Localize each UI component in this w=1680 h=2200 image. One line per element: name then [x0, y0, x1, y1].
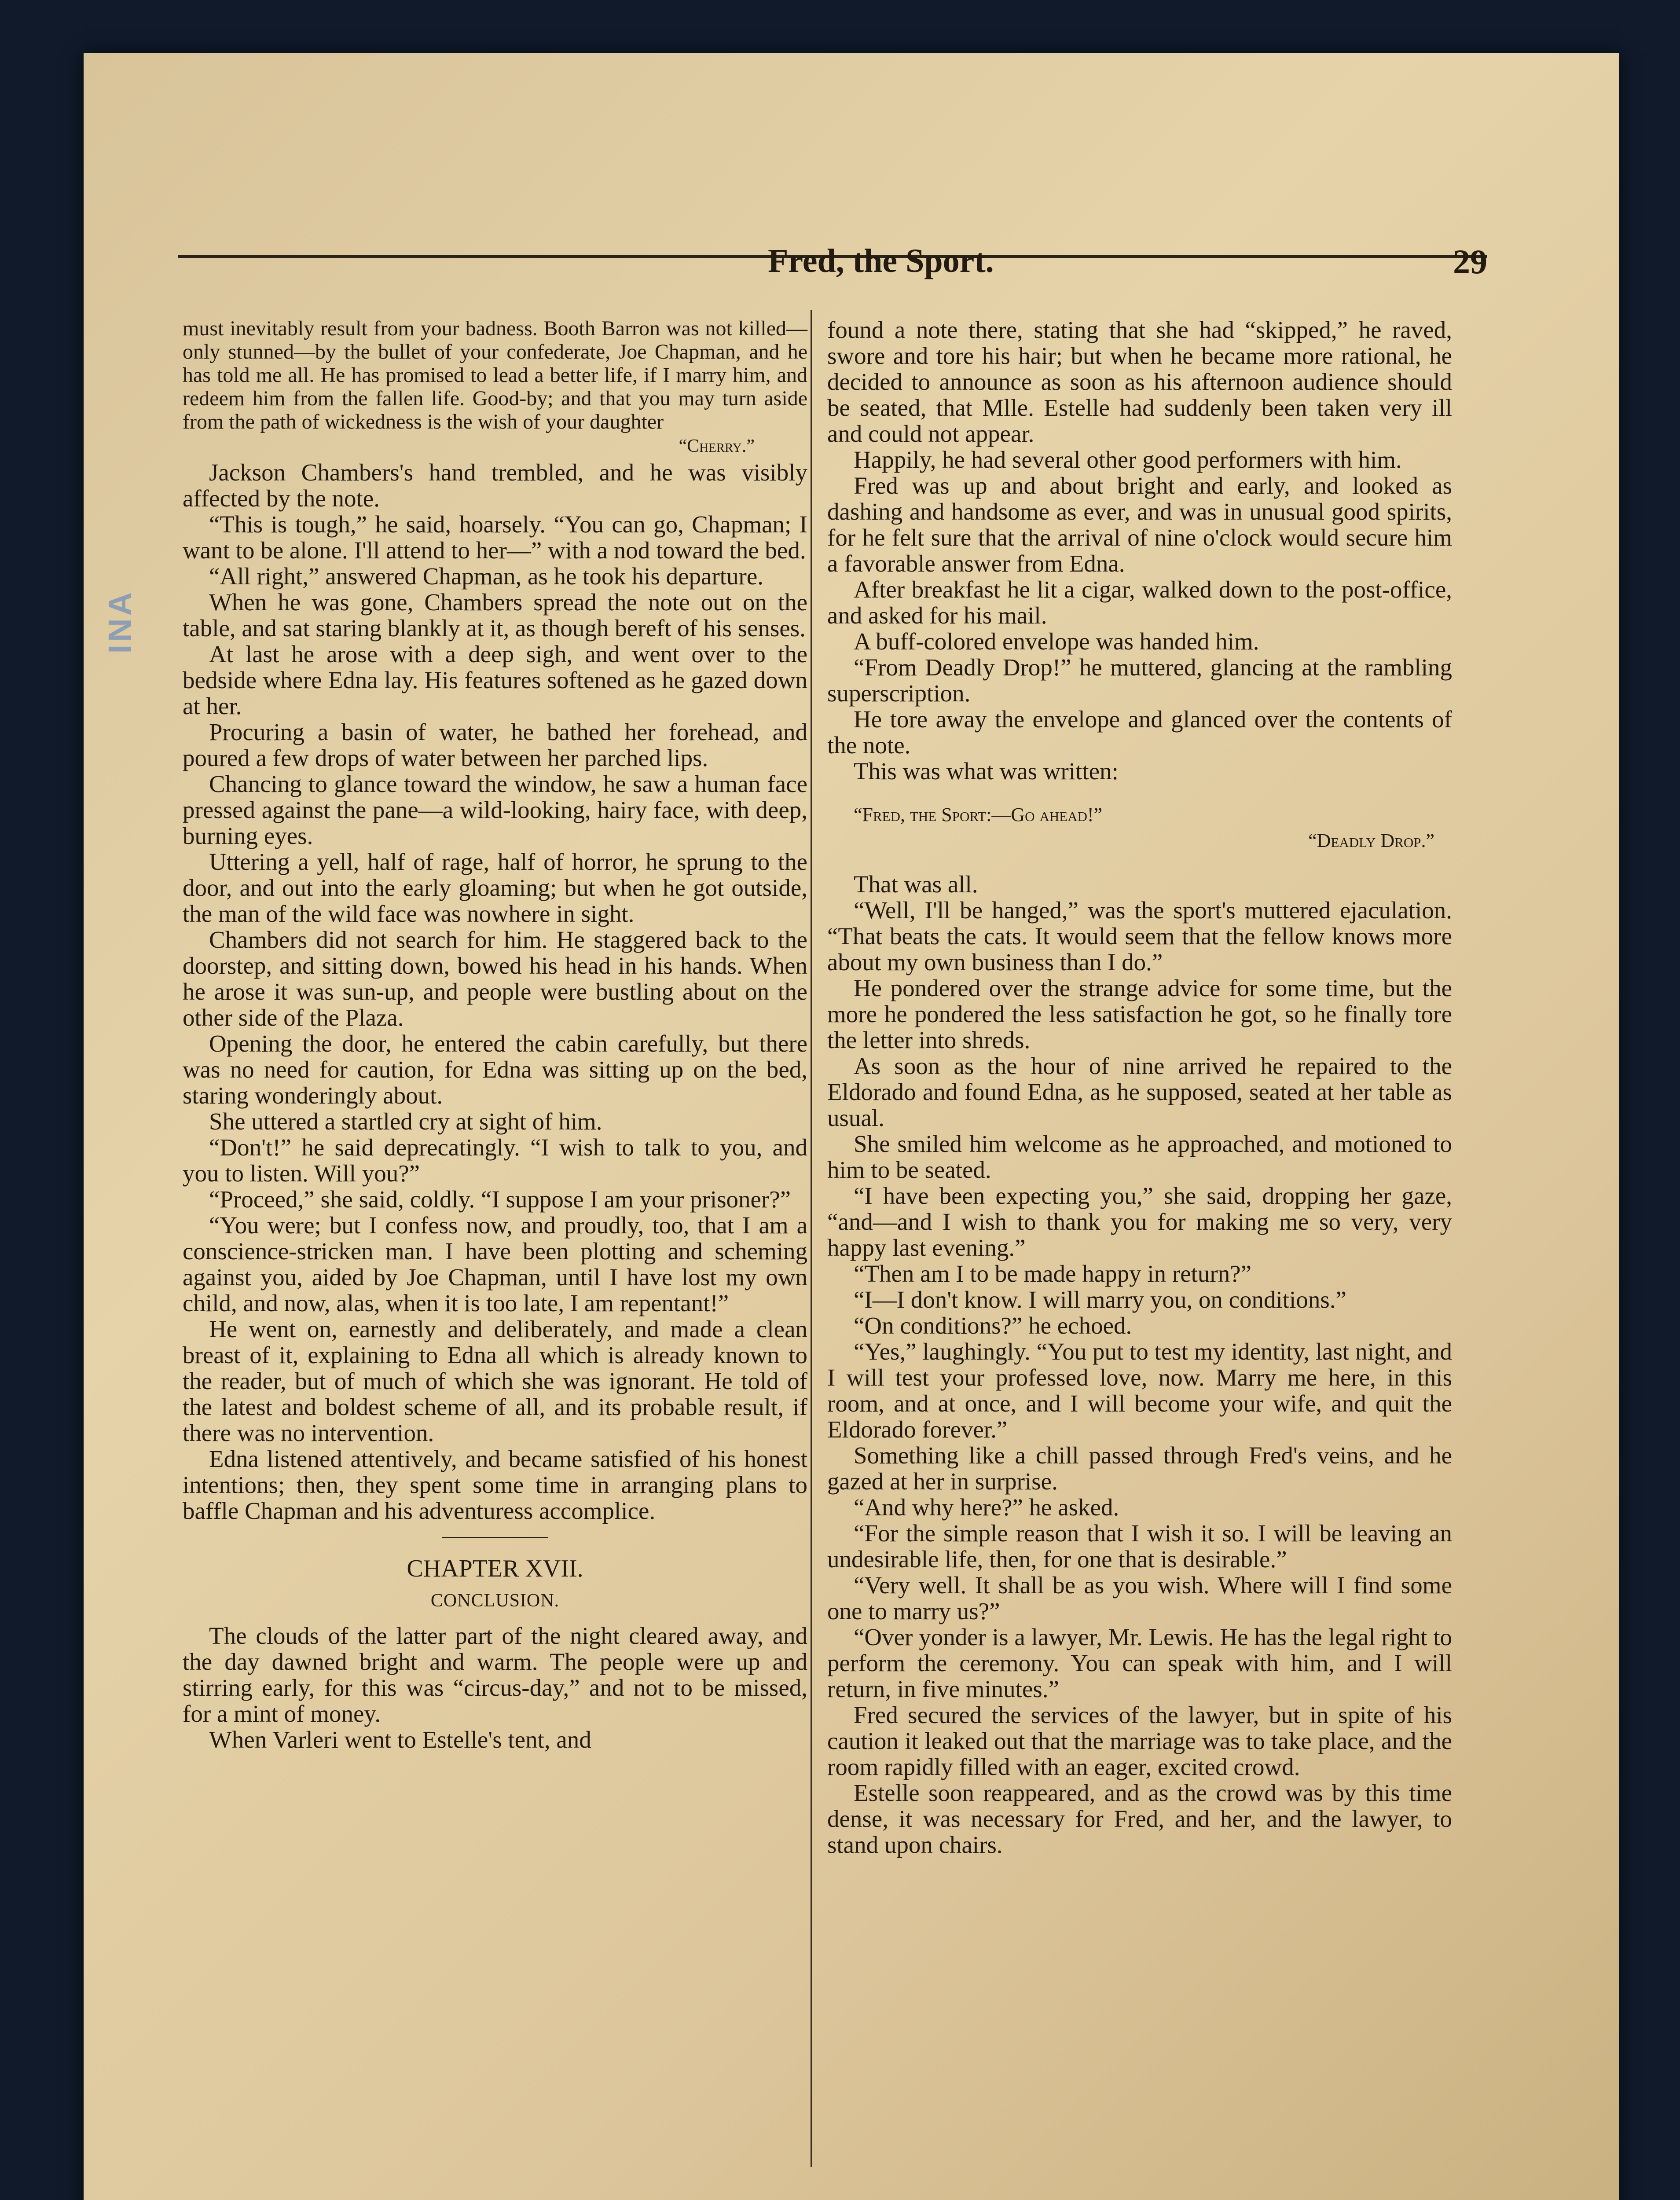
paragraph: “Don't!” he said deprecatingly. “I wish to talk to you, and you to listen. Will you?” [183, 1134, 807, 1187]
paragraph: That was all. [854, 871, 978, 898]
paragraph: When he was gone, Chambers spread the note out on the table, and sat staring blankly at it, as though bereft of his senses. [183, 589, 807, 642]
letter-text: must inevitably result from your badness. Booth Barron was not killed—only stunned—by the bullet of your confederate, Joe Chapman, and he has told me all. He has promised to lead a better life, if I marry him, and redeem him from the fallen life. Good-by; and that you may turn aside from the path of wickedness is the wish of your daughter [183, 317, 807, 433]
paragraph: “Yes,” laughingly. “You put to test my identity, last night, and I will test your professed love, now. Marry me here, in this room, and at once, and I will become your wife, and quit the Eldorado forever.” [827, 1338, 1452, 1443]
paragraph: “Very well. It shall be as you wish. Where will I find some one to marry us?” [827, 1572, 1452, 1624]
paragraph: The clouds of the latter part of the night cleared away, and the day dawned bright and warm. The people were up and stirring early, for this was “circus-day,” and not to be missed, for a mint of money. [183, 1622, 807, 1727]
chapter-subheading: CONCLUSION. [430, 1591, 560, 1611]
paragraph: Fred was up and about bright and early, and looked as dashing and handsome as ever, and was in unusual good spirits, for he felt sure that the arrival of nine o'clock would secure him a favorable answer from Edna. [827, 472, 1452, 577]
paragraph: “I—I don't know. I will marry you, on conditions.” [854, 1286, 1346, 1313]
right-column [827, 317, 1452, 1858]
paragraph: “From Deadly Drop!” he muttered, glancing at the rambling superscription. [827, 654, 1452, 707]
paragraph: This was what was written: [854, 758, 1119, 785]
paragraph: “You were; but I confess now, and proudly, too, that I am a conscience-stricken man. I have been plotting and scheming against you, aided by Joe Chapman, until I have lost my own child, and now, alas, when it is too late, I am repentant!” [183, 1212, 807, 1316]
paragraph: “All right,” answered Chapman, as he took his departure. [209, 563, 764, 590]
left-column [183, 317, 807, 1753]
section-rule [442, 1537, 548, 1538]
left-paragraphs-after [183, 1623, 807, 1753]
page-header [178, 185, 1487, 281]
left-paragraphs-before [183, 459, 807, 1524]
chapter-heading: CHAPTER XVII. [407, 1555, 583, 1582]
paragraph: She uttered a startled cry at sight of him. [209, 1108, 602, 1135]
paragraph: A buff-colored envelope was handed him. [854, 628, 1259, 655]
paragraph: Edna listened attentively, and became satisfied of his honest intentions; then, they spent some time in arranging plans to baffle Chapman and his adventuress accomplice. [183, 1445, 807, 1524]
paragraph: After breakfast he lit a cigar, walked down to the post-office, and asked for his mail. [827, 576, 1452, 629]
letter-signature: “Cherry.” [679, 436, 755, 456]
paragraph: As soon as the hour of nine arrived he repaired to the Eldorado and found Edna, as he supposed, seated at her table as usual. [827, 1052, 1452, 1131]
paragraph: Chancing to glance toward the window, he saw a human face pressed against the pane—a wild-looking, hairy face, with deep, burning eyes. [183, 770, 807, 849]
note-text: “Fred, the Sport:—Go ahead!” [854, 804, 1103, 825]
paragraph: When Varleri went to Estelle's tent, and [209, 1726, 591, 1753]
paragraph: “Over yonder is a lawyer, Mr. Lewis. He has the legal right to perform the ceremony. You can speak with him, and I will return, in five minutes.” [827, 1624, 1452, 1702]
paragraph: He pondered over the strange advice for some time, but the more he pondered the less satisfaction he got, so he finally tore the letter into shreds. [827, 975, 1452, 1053]
paragraph: Estelle soon reappeared, and as the crowd was by this time dense, it was necessary for Fred, and her, and the lawyer, to stand upon chairs. [827, 1779, 1452, 1858]
paragraph: Chambers did not search for him. He staggered back to the doorstep, and sitting down, bowed his head in his hands. When he arose it was sun-up, and people were bustling about on the other side of the Plaza. [183, 926, 807, 1031]
paragraph: Something like a chill passed through Fred's veins, and he gazed at her in surprise. [827, 1442, 1452, 1495]
paragraph: She smiled him welcome as he approached, and motioned to him to be seated. [827, 1130, 1452, 1183]
paragraph: “This is tough,” he said, hoarsely. “You can go, Chapman; I want to be alone. I'll attend to her—” with a nod toward the bed. [183, 511, 807, 564]
right-paragraphs-before [827, 317, 1452, 784]
paragraph: At last he arose with a deep sigh, and went over to the bedside where Edna lay. His features softened as he gazed down at her. [183, 641, 807, 719]
paragraph: Procuring a basin of water, he bathed her forehead, and poured a few drops of water between her parched lips. [183, 719, 807, 771]
paragraph: Happily, he had several other good performers with him. [854, 446, 1402, 473]
ink-stamp: INA [102, 590, 138, 654]
paragraph: “Then am I to be made happy in return?” [854, 1260, 1252, 1287]
paragraph: Uttering a yell, half of rage, half of horror, he sprung to the door, and out into the early gloaming; but when he got outside, the man of the wild face was nowhere in sight. [183, 848, 807, 927]
paragraph: found a note there, stating that she had “skipped,” he raved, swore and tore his hair; but when he became more rational, he decided to announce as soon as his afternoon audience should be seated, that Mlle. Estelle had suddenly been taken very ill and could not appear. [827, 316, 1452, 447]
column-divider [811, 310, 812, 2167]
paragraph: “On conditions?” he echoed. [854, 1312, 1132, 1339]
paragraph: “Proceed,” she said, coldly. “I suppose I am your prisoner?” [209, 1186, 791, 1213]
paragraph: He tore away the envelope and glanced over the contents of the note. [827, 706, 1452, 759]
note-signature: “Deadly Drop.” [1308, 830, 1434, 851]
right-paragraphs-after [827, 871, 1452, 1858]
paragraph: “And why here?” he asked. [854, 1494, 1119, 1521]
paragraph: Fred secured the services of the lawyer, but in spite of his caution it leaked out that the marriage was to take place, and the room rapidly filled with an eager, excited crowd. [827, 1701, 1452, 1780]
magazine-page [84, 53, 1619, 2200]
paragraph: Opening the door, he entered the cabin carefully, but there was no need for caution, for Edna was sitting up on the bed, staring wonderingly about. [183, 1030, 807, 1109]
paragraph: Jackson Chambers's hand trembled, and he was visibly affected by the note. [183, 459, 807, 512]
paragraph: “I have been expecting you,” she said, dropping her gaze, “and—and I wish to thank you for making me so very, very happy last evening.” [827, 1182, 1452, 1261]
page-number: 29 [1453, 242, 1487, 281]
paragraph: “Well, I'll be hanged,” was the sport's muttered ejaculation. “That beats the cats. It would seem that the fellow knows more about my own business than I do.” [827, 897, 1452, 975]
paragraph: He went on, earnestly and deliberately, and made a clean breast of it, explaining to Edna all which is already known to the reader, but of much of which she was ignorant. He told of the latest and boldest scheme of all, and its probable result, if there was no intervention. [183, 1316, 807, 1446]
paragraph: “For the simple reason that I wish it so. I will be leaving an undesirable life, then, for one that is desirable.” [827, 1520, 1452, 1573]
running-title: Fred, the Sport. [768, 242, 994, 279]
